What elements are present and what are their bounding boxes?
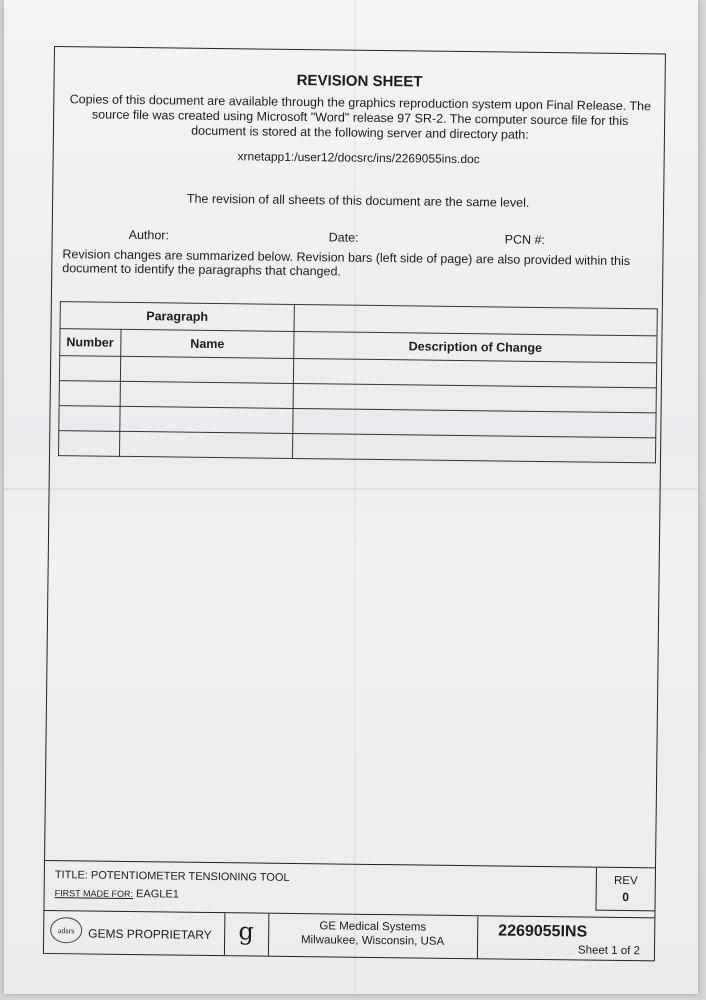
paragraph-header: Paragraph — [60, 302, 294, 332]
paper-sheet — [4, 0, 698, 994]
date-label: Date: — [328, 230, 359, 245]
author-label: Author: — [128, 227, 170, 243]
logo-cell — [44, 911, 225, 955]
proprietary-label: GEMS PROPRIETARY — [88, 926, 212, 942]
company-info — [268, 914, 478, 959]
sheet-number: Sheet 1 of 2 — [577, 944, 641, 958]
ge-monogram-icon: g — [224, 913, 270, 956]
first-made-value: EAGLE1 — [135, 888, 179, 901]
title-value: POTENTIOMETER TENSIONING TOOL — [90, 869, 290, 884]
title-label: TITLE: — [54, 869, 88, 882]
pcn-label: PCN #: — [504, 232, 546, 248]
table-cell — [120, 356, 293, 383]
revision-level-note: The revision of all sheets of this document are the same level. — [186, 191, 530, 210]
document-frame — [43, 46, 666, 961]
adsrs-logo — [50, 917, 82, 943]
name-column-header: Name — [121, 329, 294, 358]
logo-text: adsrs — [57, 925, 75, 935]
company-location: Milwaukee, Wisconsin, USA — [300, 934, 445, 948]
revision-table — [58, 301, 658, 463]
first-made-line — [55, 887, 179, 901]
title-line — [55, 869, 290, 884]
number-column-header: Number — [60, 329, 121, 357]
table-cell — [59, 356, 120, 382]
document-number: 2269055INS — [498, 922, 588, 941]
table-cell — [120, 381, 293, 408]
description-column-header: Description of Change — [294, 331, 657, 362]
intro-paragraph: Copies of this document are available through the graphics reproduction system upon Final Release. The source file was created using Microsoft "Word" release 97 SR-2. The computer source file for this document is stored at the following server and directory path: — [69, 92, 652, 142]
table-cell — [120, 406, 293, 433]
table-cell — [119, 431, 292, 458]
bottom-strip — [44, 910, 654, 960]
document-title: REVISION SHEET — [296, 71, 423, 91]
summary-text: Revision changes are summarized below. Revision bars (left side of page) are also provided within this document to identify the paragraphs that changed. — [62, 247, 631, 279]
rev-label: REV — [613, 874, 638, 888]
rev-box — [595, 868, 655, 912]
title-block — [44, 860, 655, 960]
first-made-label: FIRST MADE FOR: — [54, 888, 134, 900]
company-name: GE Medical Systems — [319, 920, 427, 934]
table-cell — [59, 406, 120, 432]
file-path: xrnetapp1:/user12/docsrc/ins/2269055ins.doc — [237, 149, 480, 167]
document-number-cell — [478, 916, 655, 960]
rev-value: 0 — [622, 890, 630, 905]
table-cell — [58, 431, 119, 457]
table-cell — [292, 433, 655, 462]
table-cell — [59, 381, 120, 407]
